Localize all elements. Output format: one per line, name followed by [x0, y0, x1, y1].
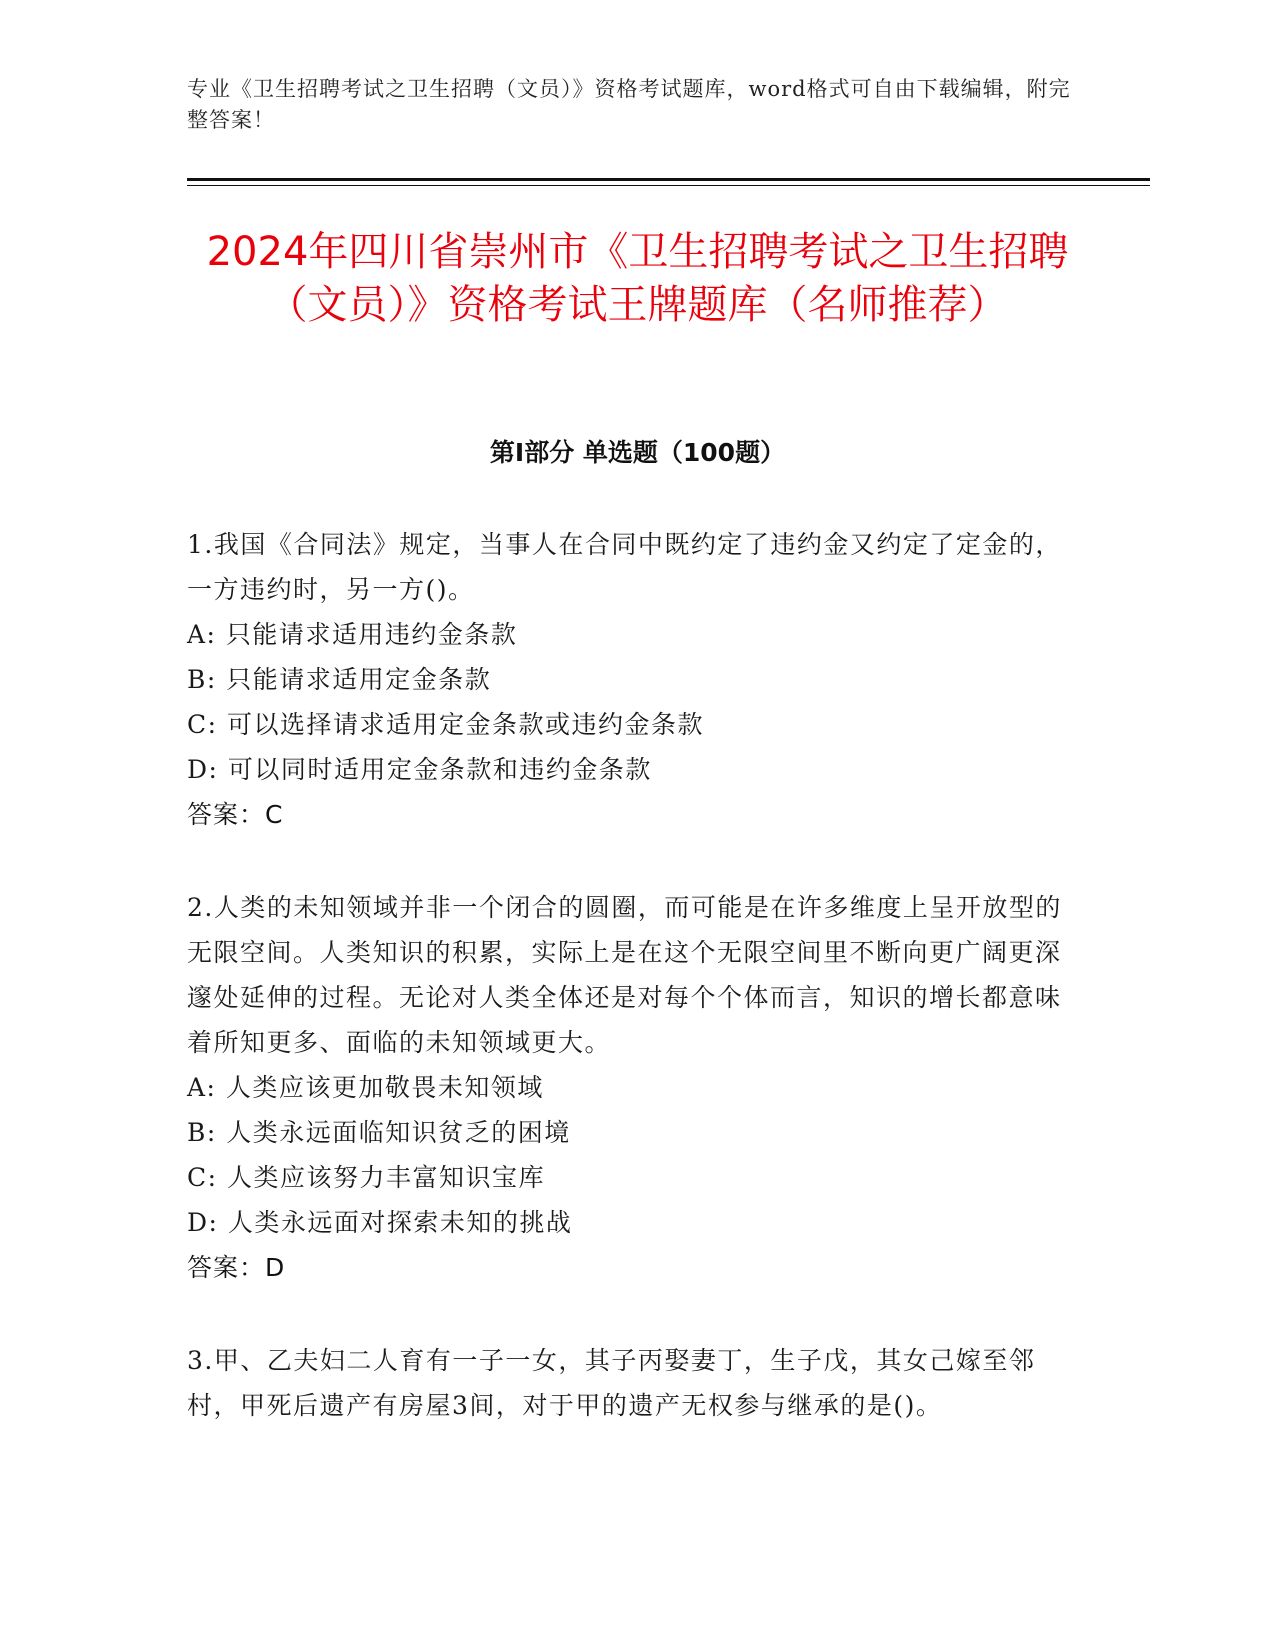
- question-1: [187, 522, 1067, 837]
- option-b: B: 只能请求适用定金条款: [187, 665, 492, 694]
- document-title: 2024年四川省崇州市《卫生招聘考试之卫生招聘（文员）》资格考试王牌题库（名师推荐）: [206, 229, 1069, 328]
- option-a: A: 只能请求适用违约金条款: [187, 620, 518, 649]
- header-note: 专业《卫生招聘考试之卫生招聘（文员）》资格考试题库，word格式可自由下载编辑，附完整答案！: [187, 77, 1071, 132]
- header-divider-thin: [187, 185, 1150, 186]
- question-stem: 1.我国《合同法》规定，当事人在合同中既约定了违约金又约定了定金的，一方违约时，另一方()。: [187, 530, 1062, 604]
- question-stem: 2.人类的未知领域并非一个闭合的圆圈，而可能是在许多维度上呈开放型的无限空间。人类知识的积累，实际上是在这个无限空间里不断向更广阔更深邃处延伸的过程。无论对人类全体还是对每个个体而言，知识的增长都意味着所知更多、面临的未知领域更大。: [187, 893, 1062, 1057]
- section-heading: 第I部分 单选题（100题）: [489, 438, 786, 467]
- question-2: [187, 885, 1067, 1290]
- question-stem: 3.甲、乙夫妇二人育有一子一女，其子丙娶妻丁，生子戊，其女己嫁至邻村，甲死后遗产有房屋3间，对于甲的遗产无权参与继承的是()。: [187, 1346, 1036, 1420]
- option-a: A: 人类应该更加敬畏未知领域: [187, 1073, 544, 1102]
- option-d: D: 可以同时适用定金条款和违约金条款: [187, 755, 652, 784]
- question-3: [187, 1338, 1067, 1428]
- option-c: C: 可以选择请求适用定金条款或违约金条款: [187, 710, 704, 739]
- answer-label: 答案：D: [187, 1253, 286, 1282]
- option-d: D: 人类永远面对探索未知的挑战: [187, 1208, 573, 1237]
- answer-label: 答案：C: [187, 800, 284, 829]
- option-b: B: 人类永远面临知识贫乏的困境: [187, 1118, 571, 1147]
- header-divider-thick: [187, 178, 1150, 181]
- option-c: C: 人类应该努力丰富知识宝库: [187, 1163, 545, 1192]
